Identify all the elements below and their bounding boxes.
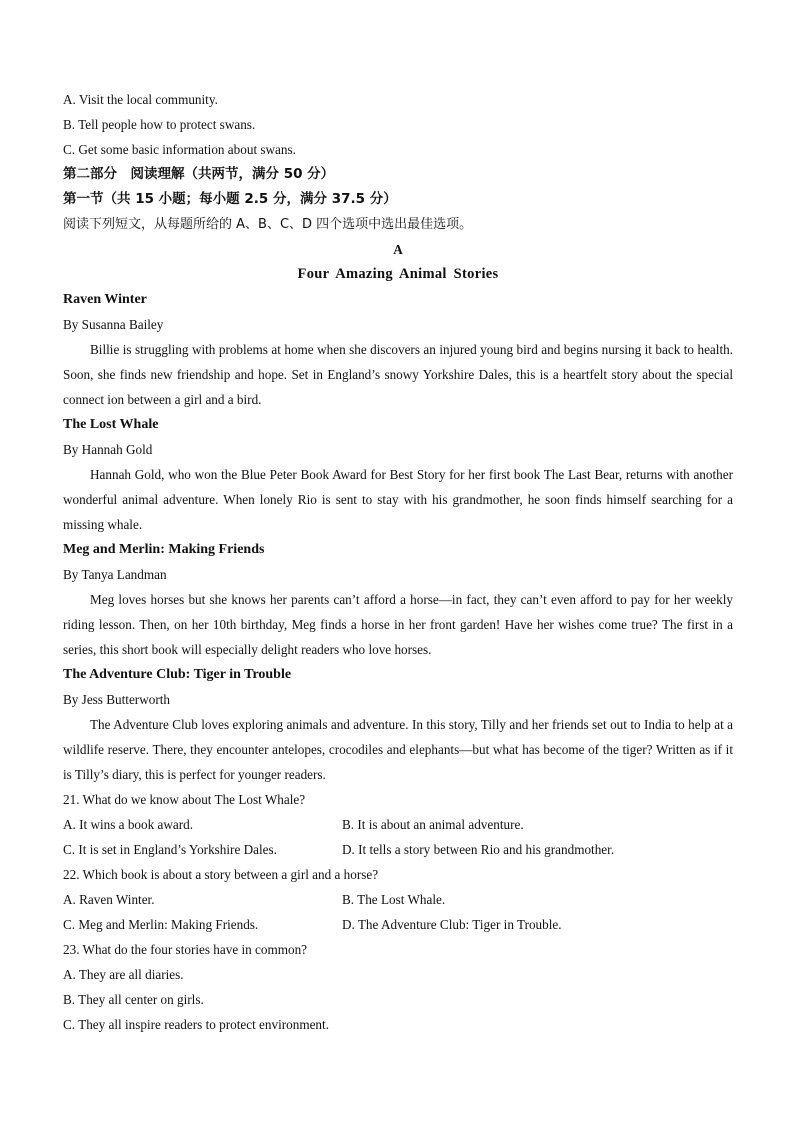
exam-page — [63, 87, 733, 1037]
passage-title: Four Amazing Animal Stories — [297, 266, 499, 282]
book-title-adventure-club: The Adventure Club: Tiger in Trouble — [63, 667, 292, 682]
question-21-option-a: A. It wins a book award. — [63, 817, 194, 832]
question-22-options-row-2 — [63, 912, 733, 937]
question-21-stem: 21. What do we know about The Lost Whale? — [63, 792, 306, 807]
question-23-option-a: A. They are all diaries. — [63, 967, 184, 982]
book-title-raven-winter: Raven Winter — [63, 292, 147, 307]
question-23-option-c: C. They all inspire readers to protect environment. — [63, 1017, 329, 1032]
question-21-option-c: C. It is set in England’s Yorkshire Dales. — [63, 842, 277, 857]
reading-instruction: 阅读下列短文，从每题所给的 A、B、C、D 四个选项中选出最佳选项。 — [63, 217, 473, 232]
question-23-option-b: B. They all center on girls. — [63, 992, 204, 1007]
prev-option-c: C. Get some basic information about swans. — [63, 142, 296, 157]
question-22-stem: 22. Which book is about a story between a girl and a horse? — [63, 867, 379, 882]
question-23-stem: 23. What do the four stories have in common? — [63, 942, 308, 957]
book-author-meg-merlin: By Tanya Landman — [63, 567, 167, 582]
passage-letter: A — [393, 242, 403, 257]
book-summary-raven-winter: Billie is struggling with problems at home when she discovers an injured young bird and begins nursing it back to health. Soon, she finds new friendship and hope. Set in England’s snowy Yorkshire Dales, this is a heartfelt story about the special connect ion between a girl and a bird. — [63, 342, 733, 407]
question-21-options-row-1 — [63, 812, 733, 837]
prev-option-b: B. Tell people how to protect swans. — [63, 117, 256, 132]
section-one-heading: 第一节（共 15 小题；每小题 2.5 分，满分 37.5 分） — [63, 191, 397, 207]
book-author-lost-whale: By Hannah Gold — [63, 442, 153, 457]
question-22-option-b: B. The Lost Whale. — [342, 892, 446, 907]
part-two-heading: 第二部分 阅读理解（共两节，满分 50 分） — [63, 166, 335, 182]
question-22-option-a: A. Raven Winter. — [63, 892, 155, 907]
book-title-lost-whale: The Lost Whale — [63, 417, 159, 432]
book-author-raven-winter: By Susanna Bailey — [63, 317, 164, 332]
question-22-option-d: D. The Adventure Club: Tiger in Trouble. — [342, 917, 562, 932]
book-title-meg-merlin: Meg and Merlin: Making Friends — [63, 542, 265, 557]
question-22-option-c: C. Meg and Merlin: Making Friends. — [63, 917, 259, 932]
question-22-options-row-1 — [63, 887, 733, 912]
question-21-options-row-2 — [63, 837, 733, 862]
question-21-option-d: D. It tells a story between Rio and his grandmother. — [342, 842, 615, 857]
book-author-adventure-club: By Jess Butterworth — [63, 692, 170, 707]
question-21-option-b: B. It is about an animal adventure. — [342, 817, 524, 832]
book-summary-meg-merlin: Meg loves horses but she knows her parents can’t afford a horse—in fact, they can’t even afford to pay for her weekly riding lesson. Then, on her 10th birthday, Meg finds a horse in her front garden! Have her wishes come true? The first in a series, this short book will especially delight readers who love horses. — [63, 592, 733, 657]
book-summary-lost-whale: Hannah Gold, who won the Blue Peter Book Award for Best Story for her first book The Last Bear, returns with another wonderful animal adventure. When lonely Rio is sent to stay with his grandmother, he soon finds himself searching for a missing whale. — [63, 467, 733, 532]
book-summary-adventure-club: The Adventure Club loves exploring animals and adventure. In this story, Tilly and her friends set out to India to help at a wildlife reserve. There, they encounter antelopes, crocodiles and elephants—but what has become of the tiger? Written as if it is Tilly’s diary, this is perfect for younger readers. — [63, 717, 733, 782]
prev-option-a: A. Visit the local community. — [63, 92, 218, 107]
